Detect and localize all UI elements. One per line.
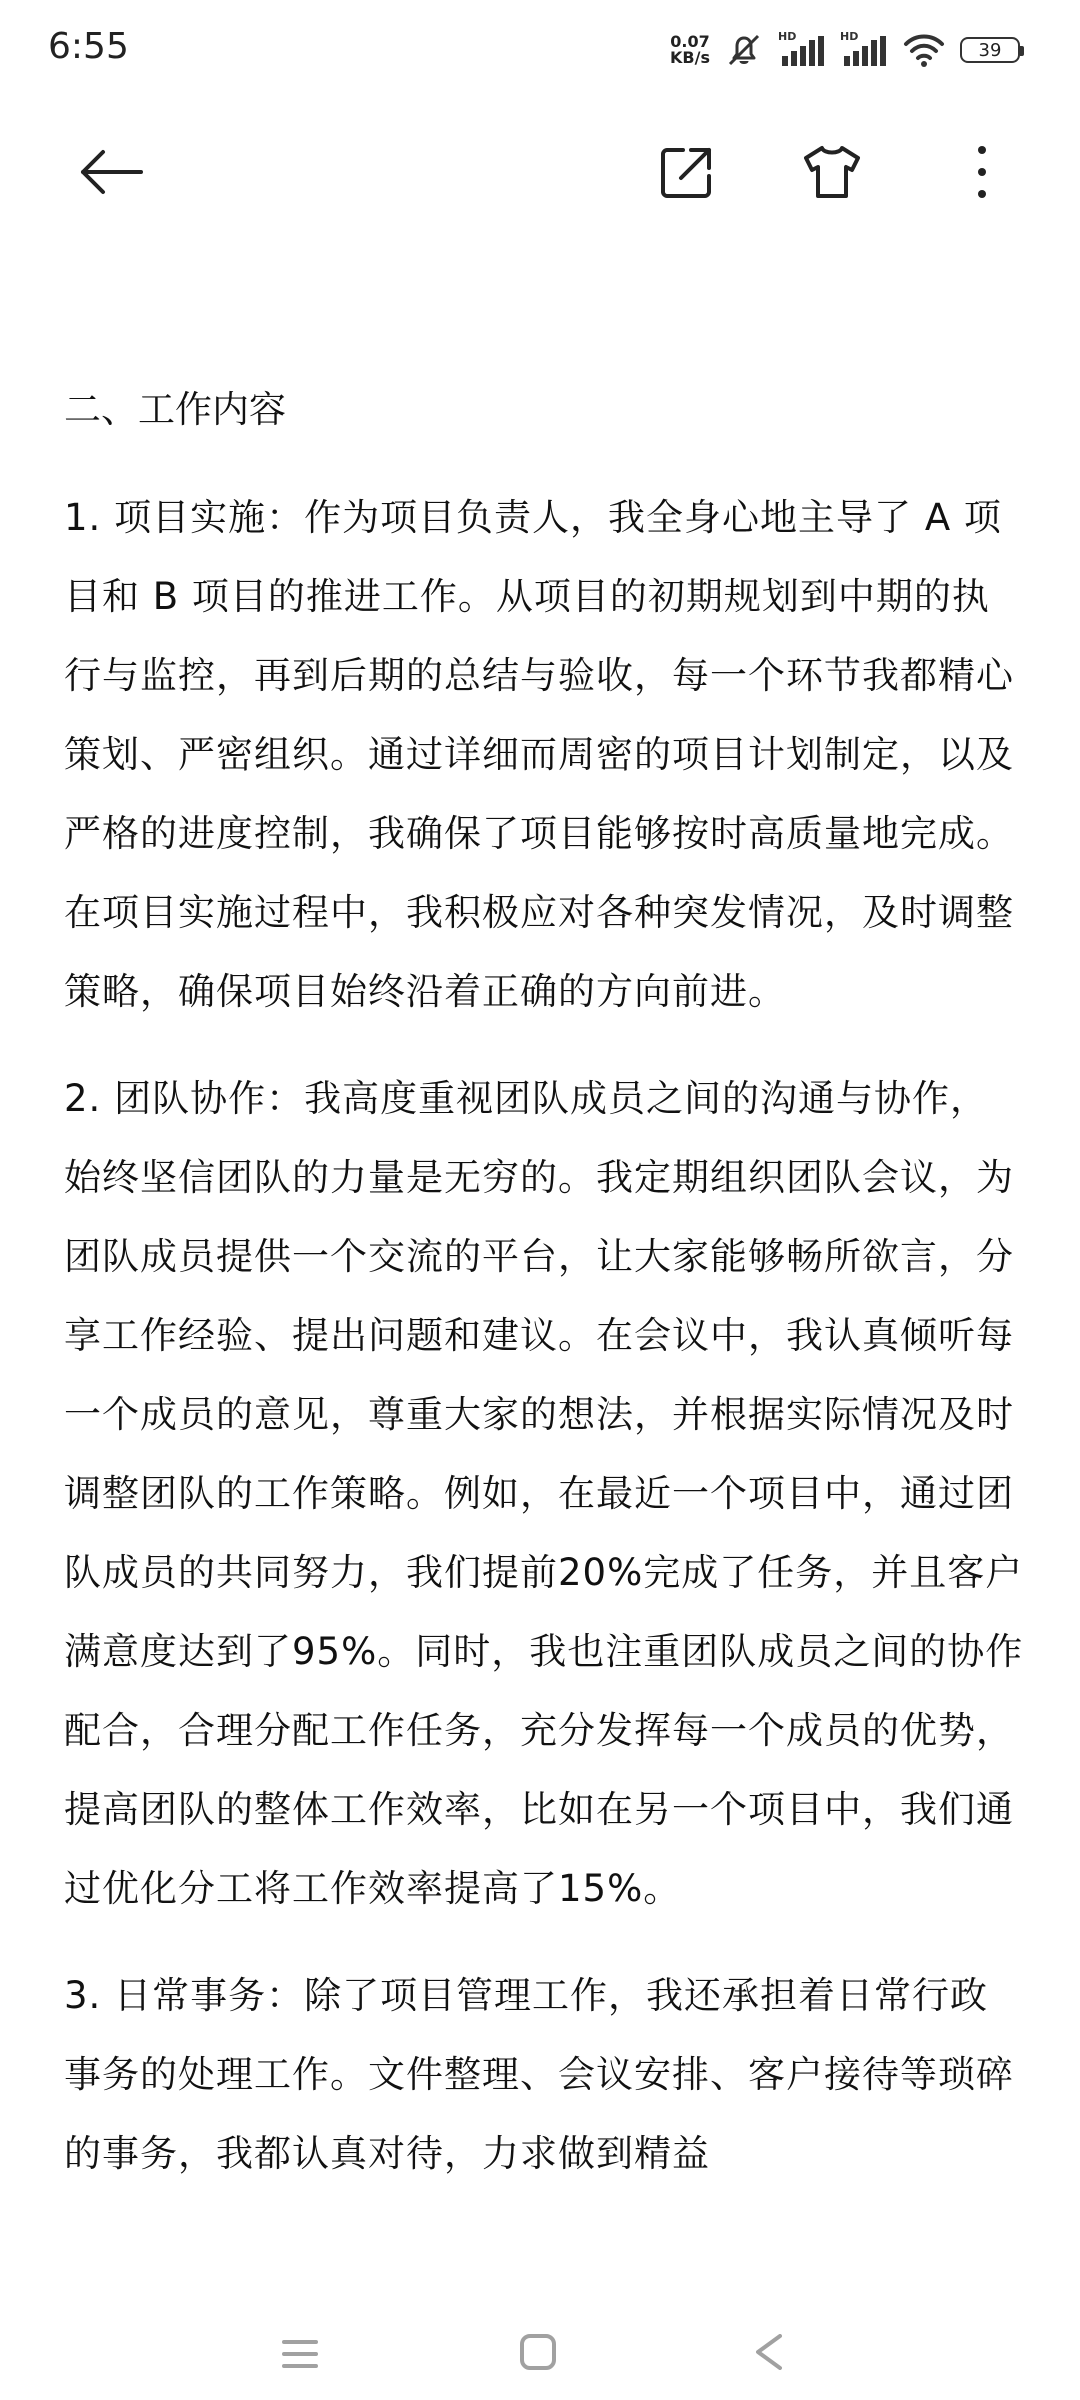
top-toolbar: [0, 110, 1080, 230]
more-button[interactable]: [940, 130, 1024, 214]
nav-menu-button[interactable]: [270, 2322, 330, 2382]
network-speed: [670, 34, 710, 66]
share-icon: [657, 142, 717, 202]
share-button[interactable]: [645, 130, 729, 214]
article-content: [64, 380, 1024, 2221]
home-icon: [516, 2330, 560, 2374]
signal-icon-2: [840, 30, 888, 70]
system-nav-bar: [0, 2300, 1080, 2400]
signal-hd-label-2: HD: [840, 30, 859, 43]
back-icon: [750, 2330, 790, 2374]
battery-icon: 39: [960, 37, 1020, 63]
nav-back-button[interactable]: [740, 2322, 800, 2382]
network-speed-value: 0.07: [670, 32, 710, 51]
signal-icon: [778, 30, 826, 70]
more-vertical-icon: [972, 142, 992, 202]
paragraph-team-collaboration: 2. 团队协作：我高度重视团队成员之间的沟通与协作，始终坚信团队的力量是无穷的。我定期组织团队会议，为团队成员提供一个交流的平台，让大家能够畅所欲言，分享工作经验、提出问题和建议。在会议中，我认真倾听每一个成员的意见，尊重大家的想法，并根据实际情况及时调整团队的工作策略。例如，在最近一个项目中，通过团队成员的共同努力，我们提前20%完成了任务，并且客户满意度达到了95%。同时，我也注重团队成员之间的协作配合，合理分配工作任务，充分发挥每一个成员的优势，提高团队的整体工作效率，比如在另一个项目中，我们通过优化分工将工作效率提高了15%。: [64, 1077, 1024, 1910]
section-heading: 二、工作内容: [64, 388, 286, 431]
paragraph-project-implementation: 1. 项目实施：作为项目负责人，我全身心地主导了 A 项目和 B 项目的推进工作。从项目的初期规划到中期的执行与监控，再到后期的总结与验收，每一个环节我都精心策划、严密组织。通过详细而周密的项目计划制定，以及严格的进度控制，我确保了项目能够按时高质量地完成。在项目实施过程中，我积极应对各种突发情况，及时调整策略，确保项目始终沿着正确的方向前进。: [64, 496, 1014, 1013]
menu-icon: [278, 2332, 322, 2372]
theme-shirt-icon: [800, 142, 864, 202]
network-speed-unit: KB/s: [670, 48, 710, 67]
status-time: 6:55: [48, 26, 129, 67]
wifi-icon: [902, 30, 946, 70]
back-arrow-icon: [77, 147, 147, 197]
nav-home-button[interactable]: [508, 2322, 568, 2382]
theme-button[interactable]: [790, 130, 874, 214]
mute-icon: [724, 30, 764, 70]
status-bar: [0, 0, 1080, 100]
signal-hd-label: HD: [778, 30, 797, 43]
status-icons: [670, 30, 1020, 70]
back-button[interactable]: [70, 130, 154, 214]
paragraph-daily-affairs: 3. 日常事务：除了项目管理工作，我还承担着日常行政事务的处理工作。文件整理、会议安排、客户接待等琐碎的事务，我都认真对待，力求做到精益: [64, 1974, 1014, 2175]
